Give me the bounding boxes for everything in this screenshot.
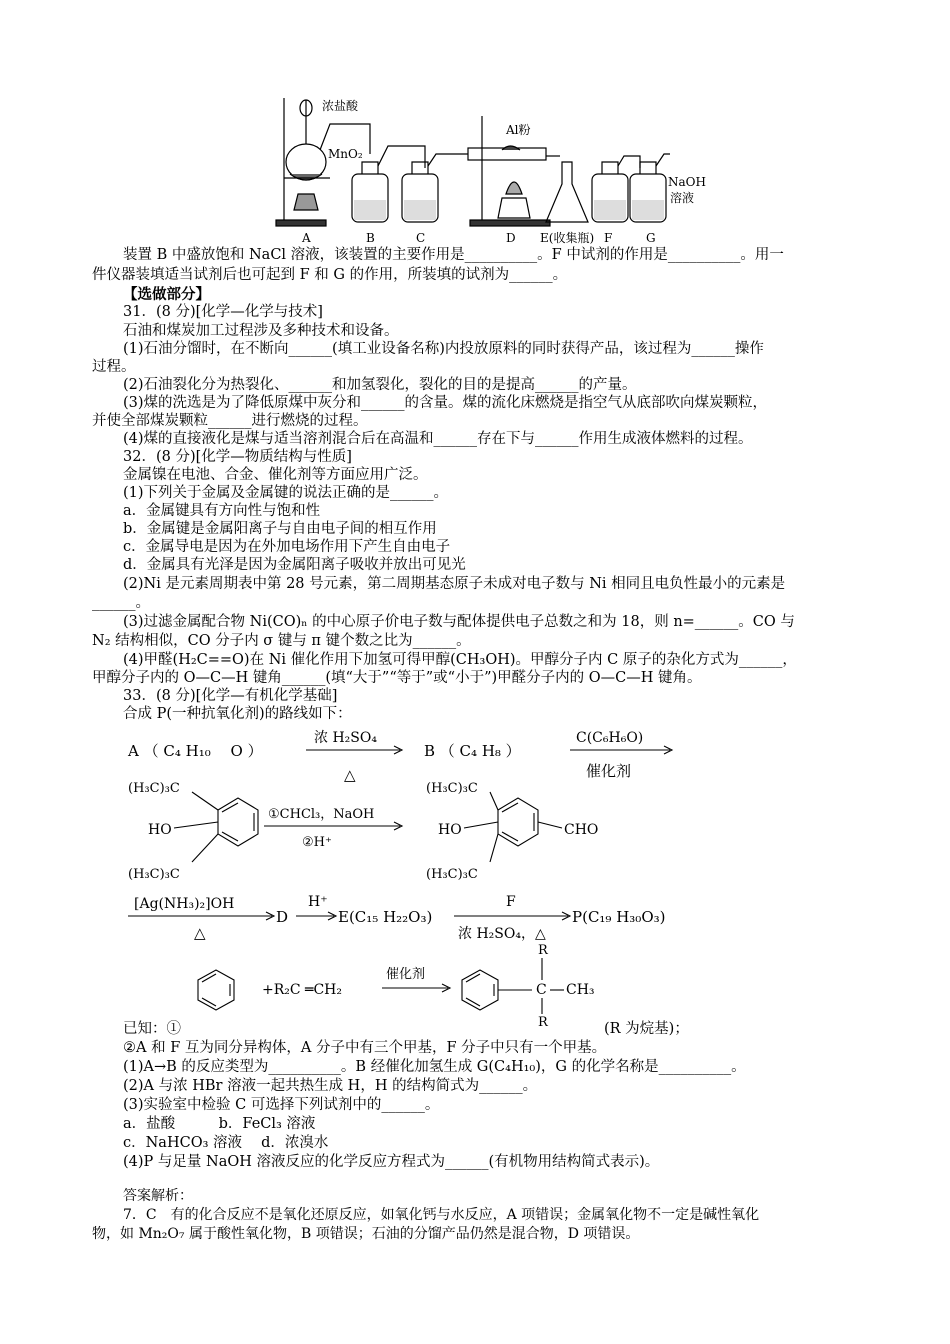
label-B: B: [366, 231, 375, 245]
label-F: F: [604, 231, 613, 245]
text-line: 石油和煤炭加工过程涉及多种技术和设备。: [123, 323, 399, 339]
compound-A: A （ C₄ H₁₀ O ）: [128, 742, 263, 760]
label-mno2: MnO₂: [328, 147, 363, 161]
text-line: (3)过滤金属配合物 Ni(CO)ₙ 的中心原子价电子数与配体提供电子总数之和为 18，则 n=______。CO 与: [123, 614, 795, 630]
tbu-bottom-right: (H₃C)₃C: [426, 867, 478, 882]
known-r-bottom: R: [538, 1015, 548, 1030]
text-line: (2)石油裂化分为热裂化、______和加氢裂化，裂化的目的是提高______的产量。: [123, 377, 637, 393]
label-A: A: [302, 231, 311, 245]
known-label: 已知：①: [123, 1021, 181, 1037]
compound-P: P(C₁₉ H₃₀O₃): [572, 908, 666, 926]
known-catalyst: 催化剂: [386, 967, 426, 982]
reagent-1-top: 浓 H₂SO₄: [314, 730, 377, 746]
ho-right: HO: [438, 822, 462, 838]
label-naoh: NaOH: [668, 175, 706, 189]
text-line: 件仪器装填适当试剂后也可起到 F 和 G 的作用，所装填的试剂为______。: [92, 267, 568, 283]
question-heading-33: 33．(8 分)[化学—有机化学基础]: [123, 688, 338, 704]
answer-heading: 答案解析：: [123, 1188, 193, 1204]
reagent-3-top: ①CHCl₃，NaOH: [268, 807, 375, 822]
text-line: (3)实验室中检验 C 可选择下列试剂中的______。: [123, 1097, 440, 1113]
known-c-center: C: [536, 982, 547, 998]
label-E: E(收集瓶): [540, 231, 595, 245]
option-b: b．金属键是金属阳离子与自由电子间的相互作用: [123, 521, 437, 537]
section-heading: 【选做部分】: [123, 286, 210, 303]
text-line: (2)Ni 是元素周期表中第 28 号元素，第二周期基态原子未成对电子数与 Ni 相同且电负性最小的元素是: [123, 576, 786, 592]
known-reagent: +R₂C ═CH₂: [262, 982, 343, 998]
reagent-4-bottom: △: [194, 924, 206, 942]
text-line: (1)石油分馏时，在不断向______(填工业设备名称)内投放原料的同时获得产品，该过程为______操作: [123, 341, 764, 357]
reagent-1-bottom: △: [344, 766, 356, 784]
text-line: ②A 和 F 互为同分异构体，A 分子中有三个甲基，F 分子中只有一个甲基。: [123, 1040, 607, 1056]
text-line: (4)煤的直接液化是煤与适当溶剂混合后在高温和______存在下与______作用生成液体燃料的过程。: [123, 431, 753, 447]
answer-line: 7．C 有的化合反应不是氧化还原反应，如氧化钙与水反应，A 项错误；金属氧化物不一定是碱性氧化: [123, 1207, 760, 1223]
label-naoh-solution: 溶液: [670, 191, 695, 205]
label-C: C: [416, 231, 426, 245]
option-row-ab: a．盐酸 b．FeCl₃ 溶液: [123, 1116, 316, 1132]
question-heading-32: 32．(8 分)[化学—物质结构与性质]: [123, 449, 352, 465]
question-heading-31: 31．(8 分)[化学—化学与技术]: [123, 304, 323, 320]
text-line: (3)煤的洗选是为了降低原煤中灰分和______的含量。煤的流化床燃烧是指空气从底部吹向煤炭颗粒，: [123, 395, 768, 411]
known-note: (R 为烷基)；: [604, 1021, 689, 1037]
text-line: (2)A 与浓 HBr 溶液一起共热生成 H，H 的结构简式为______。: [123, 1078, 538, 1094]
ho-left: HO: [148, 822, 172, 838]
reagent-2-top: C(C₆H₆O): [576, 730, 644, 746]
tbu-top-right: (H₃C)₃C: [426, 781, 478, 796]
reagent-6-top: F: [506, 894, 516, 910]
compound-D: D: [276, 908, 289, 926]
label-al-powder: Al粉: [506, 123, 531, 137]
reagent-5-top: H⁺: [308, 894, 328, 910]
label-G: G: [646, 231, 656, 245]
reagent-2-bottom: 催化剂: [586, 762, 632, 780]
text-line: ______。: [92, 595, 150, 611]
cho-group: CHO: [564, 822, 599, 838]
option-d: d．金属具有光泽是因为金属阳离子吸收并放出可见光: [123, 557, 466, 573]
label-conc-hcl: 浓盐酸: [322, 99, 359, 113]
text-line: (1)A→B 的反应类型为__________。B 经催化加氢生成 G(C₄H₁₀)，G 的化学名称是__________。: [123, 1059, 746, 1075]
tbu-top-left: (H₃C)₃C: [128, 781, 180, 796]
text-line: 并使全部煤炭颗粒______进行燃烧的过程。: [92, 413, 368, 429]
apparatus-diagram: [270, 94, 710, 246]
text-line: 合成 P(一种抗氧化剂)的路线如下：: [123, 706, 352, 722]
text-line: (4)P 与足量 NaOH 溶液反应的化学反应方程式为______(有机物用结构简式表示)。: [123, 1154, 660, 1170]
text-line: 金属镍在电池、合金、催化剂等方面应用广泛。: [123, 467, 428, 483]
tbu-bottom-left: (H₃C)₃C: [128, 867, 180, 882]
option-a: a．金属键具有方向性与饱和性: [123, 503, 321, 519]
text-line: (1)下列关于金属及金属键的说法正确的是______。: [123, 485, 449, 501]
text-line: 装置 B 中盛放饱和 NaCl 溶液，该装置的主要作用是__________。F 中试剂的作用是__________。用一: [123, 247, 784, 263]
answer-line: 物，如 Mn₂O₇ 属于酸性氧化物，B 项错误；石油的分馏产品仍然是混合物，D 项错误。: [92, 1226, 640, 1242]
text-line: N₂ 结构相似，CO 分子内 σ 键与 π 键个数之比为______。: [92, 633, 471, 649]
option-row-cd: c．NaHCO₃ 溶液 d．浓溴水: [123, 1135, 329, 1151]
reagent-4-top: [Ag(NH₃)₂]OH: [134, 896, 235, 912]
compound-B: B （ C₄ H₈ ）: [424, 742, 521, 760]
known-ch3: CH₃: [566, 982, 595, 998]
reagent-3-bottom: ②H⁺: [302, 835, 332, 850]
text-line: (4)甲醛(H₂C==O)在 Ni 催化作用下加氢可得甲醇(CH₃OH)。甲醇分子内 C 原子的杂化方式为______，: [123, 652, 797, 668]
reagent-6-bottom: 浓 H₂SO₄，△: [458, 926, 546, 942]
compound-E: E(C₁₅ H₂₂O₃): [338, 908, 433, 926]
option-c: c．金属导电是因为在外加电场作用下产生自由电子: [123, 539, 451, 555]
text-line: 过程。: [92, 359, 136, 375]
text-line: 甲醇分子内的 O—C—H 键角______(填“大于”“等于”或“小于”)甲醛分子内的 O—C—H 键角。: [92, 670, 702, 686]
label-D: D: [506, 231, 516, 245]
known-r-top: R: [538, 943, 548, 958]
